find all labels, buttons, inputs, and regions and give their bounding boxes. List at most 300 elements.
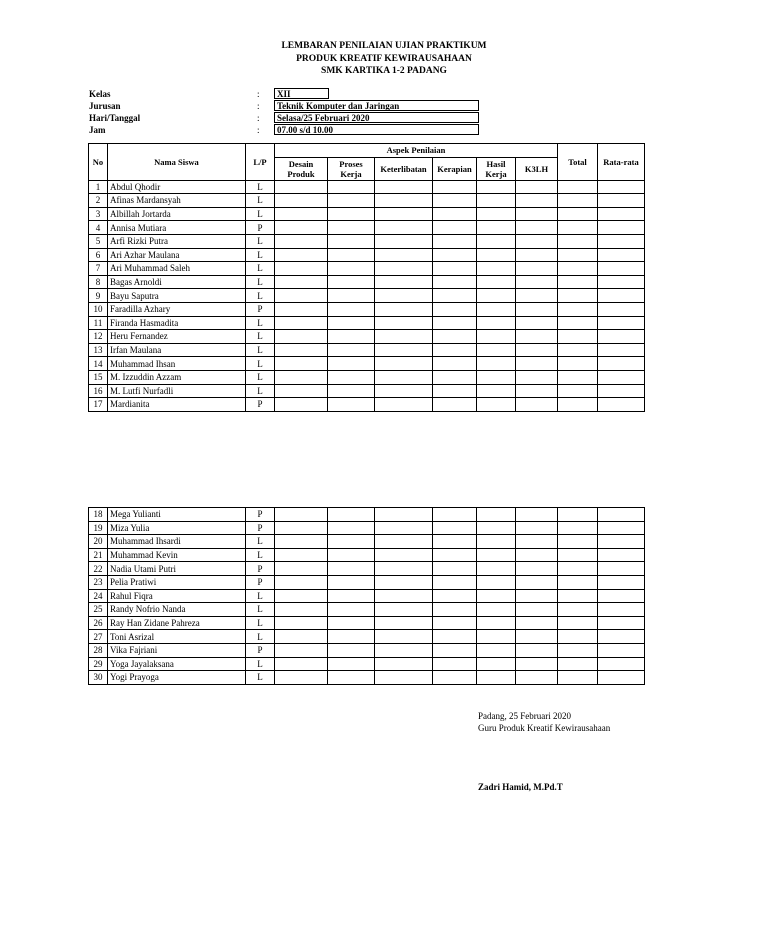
cell-keterlibatan[interactable]: [375, 616, 433, 630]
cell-hasil[interactable]: [477, 384, 516, 398]
cell-kerapian[interactable]: [433, 589, 477, 603]
cell-desain[interactable]: [275, 603, 328, 617]
cell-rata[interactable]: [598, 302, 645, 316]
cell-keterlibatan[interactable]: [375, 302, 433, 316]
cell-no: 16: [89, 384, 108, 398]
cell-hasil[interactable]: [477, 630, 516, 644]
cell-k3lh[interactable]: [516, 603, 558, 617]
cell-k3lh[interactable]: [516, 221, 558, 235]
cell-name: Heru Fernandez: [108, 330, 246, 344]
cell-keterlibatan[interactable]: [375, 289, 433, 303]
cell-proses[interactable]: [328, 248, 375, 262]
cell-k3lh[interactable]: [516, 330, 558, 344]
cell-no: 27: [89, 630, 108, 644]
cell-hasil[interactable]: [477, 194, 516, 208]
info-label: Jurusan: [89, 101, 121, 111]
cell-rata[interactable]: [598, 330, 645, 344]
cell-keterlibatan[interactable]: [375, 630, 433, 644]
table-row: [89, 671, 645, 685]
cell-keterlibatan[interactable]: [375, 508, 433, 522]
cell-k3lh[interactable]: [516, 521, 558, 535]
table-row: [89, 384, 645, 398]
col-header-no: No: [89, 144, 108, 181]
cell-k3lh[interactable]: [516, 207, 558, 221]
cell-keterlibatan[interactable]: [375, 575, 433, 589]
cell-k3lh[interactable]: [516, 643, 558, 657]
cell-k3lh[interactable]: [516, 616, 558, 630]
cell-proses[interactable]: [328, 589, 375, 603]
cell-total[interactable]: [558, 207, 598, 221]
cell-keterlibatan[interactable]: [375, 262, 433, 276]
cell-rata[interactable]: [598, 575, 645, 589]
cell-hasil[interactable]: [477, 248, 516, 262]
cell-rata[interactable]: [598, 535, 645, 549]
cell-proses[interactable]: [328, 535, 375, 549]
cell-keterlibatan[interactable]: [375, 343, 433, 357]
cell-desain[interactable]: [275, 289, 328, 303]
cell-rata[interactable]: [598, 384, 645, 398]
table-row: [89, 316, 645, 330]
cell-keterlibatan[interactable]: [375, 357, 433, 371]
cell-keterlibatan[interactable]: [375, 330, 433, 344]
cell-rata[interactable]: [598, 207, 645, 221]
cell-desain[interactable]: [275, 384, 328, 398]
cell-proses[interactable]: [328, 289, 375, 303]
cell-hasil[interactable]: [477, 657, 516, 671]
cell-rata[interactable]: [598, 275, 645, 289]
cell-rata[interactable]: [598, 657, 645, 671]
cell-total[interactable]: [558, 535, 598, 549]
cell-hasil[interactable]: [477, 548, 516, 562]
cell-lp: L: [246, 194, 275, 208]
cell-proses[interactable]: [328, 384, 375, 398]
cell-kerapian[interactable]: [433, 262, 477, 276]
cell-total[interactable]: [558, 603, 598, 617]
cell-hasil[interactable]: [477, 398, 516, 412]
cell-proses[interactable]: [328, 262, 375, 276]
cell-desain[interactable]: [275, 316, 328, 330]
cell-k3lh[interactable]: [516, 562, 558, 576]
cell-proses[interactable]: [328, 194, 375, 208]
cell-desain[interactable]: [275, 221, 328, 235]
cell-rata[interactable]: [598, 316, 645, 330]
cell-rata[interactable]: [598, 630, 645, 644]
cell-kerapian[interactable]: [433, 548, 477, 562]
cell-k3lh[interactable]: [516, 398, 558, 412]
cell-total[interactable]: [558, 562, 598, 576]
cell-lp: L: [246, 180, 275, 194]
cell-total[interactable]: [558, 330, 598, 344]
cell-kerapian[interactable]: [433, 630, 477, 644]
cell-total[interactable]: [558, 508, 598, 522]
cell-hasil[interactable]: [477, 357, 516, 371]
cell-kerapian[interactable]: [433, 562, 477, 576]
cell-no: 18: [89, 508, 108, 522]
table-row: [89, 248, 645, 262]
cell-k3lh[interactable]: [516, 275, 558, 289]
cell-hasil[interactable]: [477, 616, 516, 630]
cell-hasil[interactable]: [477, 603, 516, 617]
cell-rata[interactable]: [598, 234, 645, 248]
cell-keterlibatan[interactable]: [375, 370, 433, 384]
cell-desain[interactable]: [275, 262, 328, 276]
cell-proses[interactable]: [328, 316, 375, 330]
table-row: [89, 330, 645, 344]
cell-k3lh[interactable]: [516, 343, 558, 357]
cell-hasil[interactable]: [477, 521, 516, 535]
cell-rata[interactable]: [598, 357, 645, 371]
cell-proses[interactable]: [328, 575, 375, 589]
cell-total[interactable]: [558, 671, 598, 685]
cell-no: 13: [89, 343, 108, 357]
cell-proses[interactable]: [328, 643, 375, 657]
cell-desain[interactable]: [275, 357, 328, 371]
cell-desain[interactable]: [275, 234, 328, 248]
cell-lp: L: [246, 384, 275, 398]
cell-kerapian[interactable]: [433, 316, 477, 330]
col-header-nama: Nama Siswa: [108, 144, 246, 181]
cell-keterlibatan[interactable]: [375, 207, 433, 221]
cell-proses[interactable]: [328, 508, 375, 522]
cell-kerapian[interactable]: [433, 275, 477, 289]
cell-kerapian[interactable]: [433, 330, 477, 344]
cell-rata[interactable]: [598, 671, 645, 685]
cell-desain[interactable]: [275, 248, 328, 262]
cell-proses[interactable]: [328, 671, 375, 685]
cell-desain[interactable]: [275, 575, 328, 589]
cell-k3lh[interactable]: [516, 575, 558, 589]
cell-proses[interactable]: [328, 548, 375, 562]
cell-name: Bayu Saputra: [108, 289, 246, 303]
cell-k3lh[interactable]: [516, 370, 558, 384]
cell-kerapian[interactable]: [433, 384, 477, 398]
cell-hasil[interactable]: [477, 289, 516, 303]
cell-kerapian[interactable]: [433, 657, 477, 671]
cell-hasil[interactable]: [477, 508, 516, 522]
cell-total[interactable]: [558, 180, 598, 194]
cell-proses[interactable]: [328, 616, 375, 630]
cell-rata[interactable]: [598, 289, 645, 303]
cell-k3lh[interactable]: [516, 262, 558, 276]
cell-total[interactable]: [558, 370, 598, 384]
cell-keterlibatan[interactable]: [375, 234, 433, 248]
cell-name: Muhammad Ihsan: [108, 357, 246, 371]
signature-role: Guru Produk Kreatif Kewirausahaan: [478, 723, 611, 733]
cell-proses[interactable]: [328, 630, 375, 644]
cell-desain[interactable]: [275, 302, 328, 316]
cell-proses[interactable]: [328, 398, 375, 412]
cell-kerapian[interactable]: [433, 221, 477, 235]
cell-k3lh[interactable]: [516, 316, 558, 330]
cell-keterlibatan[interactable]: [375, 275, 433, 289]
cell-k3lh[interactable]: [516, 508, 558, 522]
info-value-hari-tanggal: Selasa/25 Februari 2020: [274, 112, 479, 123]
cell-kerapian[interactable]: [433, 234, 477, 248]
cell-desain[interactable]: [275, 180, 328, 194]
cell-total[interactable]: [558, 234, 598, 248]
grades-table-page-2: [88, 507, 645, 685]
cell-proses[interactable]: [328, 603, 375, 617]
cell-desain[interactable]: [275, 589, 328, 603]
cell-no: 22: [89, 562, 108, 576]
cell-k3lh[interactable]: [516, 535, 558, 549]
cell-rata[interactable]: [598, 562, 645, 576]
info-colon: :: [257, 101, 260, 111]
cell-desain[interactable]: [275, 616, 328, 630]
cell-kerapian[interactable]: [433, 603, 477, 617]
cell-kerapian[interactable]: [433, 521, 477, 535]
cell-proses[interactable]: [328, 370, 375, 384]
cell-k3lh[interactable]: [516, 248, 558, 262]
cell-k3lh[interactable]: [516, 194, 558, 208]
cell-desain[interactable]: [275, 330, 328, 344]
cell-hasil[interactable]: [477, 262, 516, 276]
cell-desain[interactable]: [275, 535, 328, 549]
cell-desain[interactable]: [275, 508, 328, 522]
cell-rata[interactable]: [598, 643, 645, 657]
cell-no: 25: [89, 603, 108, 617]
cell-rata[interactable]: [598, 248, 645, 262]
cell-desain[interactable]: [275, 671, 328, 685]
cell-rata[interactable]: [598, 343, 645, 357]
cell-total[interactable]: [558, 302, 598, 316]
cell-keterlibatan[interactable]: [375, 521, 433, 535]
cell-proses[interactable]: [328, 221, 375, 235]
cell-name: Rahul Fiqra: [108, 589, 246, 603]
cell-proses[interactable]: [328, 521, 375, 535]
cell-total[interactable]: [558, 657, 598, 671]
cell-no: 26: [89, 616, 108, 630]
cell-no: 30: [89, 671, 108, 685]
cell-desain[interactable]: [275, 643, 328, 657]
cell-proses[interactable]: [328, 234, 375, 248]
cell-keterlibatan[interactable]: [375, 221, 433, 235]
cell-total[interactable]: [558, 521, 598, 535]
cell-k3lh[interactable]: [516, 589, 558, 603]
cell-k3lh[interactable]: [516, 548, 558, 562]
cell-keterlibatan[interactable]: [375, 589, 433, 603]
cell-total[interactable]: [558, 398, 598, 412]
cell-proses[interactable]: [328, 275, 375, 289]
cell-desain[interactable]: [275, 562, 328, 576]
cell-desain[interactable]: [275, 657, 328, 671]
cell-no: 2: [89, 194, 108, 208]
cell-rata[interactable]: [598, 398, 645, 412]
cell-k3lh[interactable]: [516, 630, 558, 644]
table-row: [89, 616, 645, 630]
col-header-keterlibatan: Keterlibatan: [375, 157, 433, 180]
cell-keterlibatan[interactable]: [375, 548, 433, 562]
cell-proses[interactable]: [328, 562, 375, 576]
cell-rata[interactable]: [598, 508, 645, 522]
col-header-rata: Rata-rata: [598, 144, 645, 181]
cell-name: M. Lutfi Nurfadli: [108, 384, 246, 398]
cell-total[interactable]: [558, 262, 598, 276]
cell-name: Ari Azhar Maulana: [108, 248, 246, 262]
cell-kerapian[interactable]: [433, 535, 477, 549]
cell-no: 11: [89, 316, 108, 330]
document-title: [0, 40, 768, 78]
cell-total[interactable]: [558, 575, 598, 589]
cell-kerapian[interactable]: [433, 289, 477, 303]
cell-hasil[interactable]: [477, 330, 516, 344]
cell-total[interactable]: [558, 248, 598, 262]
cell-hasil[interactable]: [477, 643, 516, 657]
cell-desain[interactable]: [275, 370, 328, 384]
cell-total[interactable]: [558, 616, 598, 630]
table-row: [89, 343, 645, 357]
cell-total[interactable]: [558, 316, 598, 330]
cell-proses[interactable]: [328, 302, 375, 316]
cell-total[interactable]: [558, 357, 598, 371]
cell-keterlibatan[interactable]: [375, 194, 433, 208]
cell-keterlibatan[interactable]: [375, 603, 433, 617]
cell-keterlibatan[interactable]: [375, 180, 433, 194]
cell-kerapian[interactable]: [433, 671, 477, 685]
cell-hasil[interactable]: [477, 302, 516, 316]
cell-desain[interactable]: [275, 630, 328, 644]
cell-rata[interactable]: [598, 589, 645, 603]
cell-kerapian[interactable]: [433, 248, 477, 262]
cell-rata[interactable]: [598, 548, 645, 562]
cell-total[interactable]: [558, 643, 598, 657]
cell-hasil[interactable]: [477, 275, 516, 289]
cell-kerapian[interactable]: [433, 575, 477, 589]
table-row: [89, 589, 645, 603]
table-row: [89, 657, 645, 671]
cell-k3lh[interactable]: [516, 384, 558, 398]
cell-proses[interactable]: [328, 180, 375, 194]
cell-kerapian[interactable]: [433, 207, 477, 221]
cell-lp: L: [246, 275, 275, 289]
cell-hasil[interactable]: [477, 316, 516, 330]
cell-k3lh[interactable]: [516, 234, 558, 248]
info-colon: :: [257, 125, 260, 135]
cell-kerapian[interactable]: [433, 398, 477, 412]
cell-desain[interactable]: [275, 548, 328, 562]
cell-desain[interactable]: [275, 398, 328, 412]
cell-rata[interactable]: [598, 603, 645, 617]
cell-proses[interactable]: [328, 207, 375, 221]
cell-k3lh[interactable]: [516, 289, 558, 303]
cell-name: Ray Han Zidane Pahreza: [108, 616, 246, 630]
cell-kerapian[interactable]: [433, 194, 477, 208]
cell-kerapian[interactable]: [433, 357, 477, 371]
cell-name: Bagas Arnoldi: [108, 275, 246, 289]
info-colon: :: [257, 113, 260, 123]
cell-total[interactable]: [558, 194, 598, 208]
table-body-page-2: [89, 508, 645, 685]
cell-rata[interactable]: [598, 370, 645, 384]
cell-keterlibatan[interactable]: [375, 316, 433, 330]
cell-desain[interactable]: [275, 275, 328, 289]
cell-total[interactable]: [558, 289, 598, 303]
table-row: [89, 302, 645, 316]
cell-kerapian[interactable]: [433, 508, 477, 522]
cell-no: 20: [89, 535, 108, 549]
cell-no: 15: [89, 370, 108, 384]
cell-kerapian[interactable]: [433, 370, 477, 384]
cell-hasil[interactable]: [477, 370, 516, 384]
cell-hasil[interactable]: [477, 575, 516, 589]
cell-desain[interactable]: [275, 521, 328, 535]
cell-rata[interactable]: [598, 221, 645, 235]
cell-keterlibatan[interactable]: [375, 657, 433, 671]
col-header-total: Total: [558, 144, 598, 181]
cell-name: Toni Asrizal: [108, 630, 246, 644]
cell-no: 5: [89, 234, 108, 248]
signature-place-date: Padang, 25 Februari 2020: [478, 711, 571, 721]
cell-hasil[interactable]: [477, 221, 516, 235]
col-header-aspek: Aspek Penilaian: [275, 144, 558, 158]
cell-k3lh[interactable]: [516, 671, 558, 685]
cell-hasil[interactable]: [477, 535, 516, 549]
cell-hasil[interactable]: [477, 671, 516, 685]
cell-k3lh[interactable]: [516, 357, 558, 371]
cell-hasil[interactable]: [477, 343, 516, 357]
cell-total[interactable]: [558, 343, 598, 357]
cell-kerapian[interactable]: [433, 616, 477, 630]
cell-no: 23: [89, 575, 108, 589]
cell-keterlibatan[interactable]: [375, 384, 433, 398]
cell-keterlibatan[interactable]: [375, 398, 433, 412]
title-line-3: SMK KARTIKA 1-2 PADANG: [321, 66, 447, 76]
cell-total[interactable]: [558, 589, 598, 603]
cell-kerapian[interactable]: [433, 343, 477, 357]
cell-hasil[interactable]: [477, 207, 516, 221]
cell-kerapian[interactable]: [433, 180, 477, 194]
cell-hasil[interactable]: [477, 562, 516, 576]
cell-rata[interactable]: [598, 262, 645, 276]
cell-no: 4: [89, 221, 108, 235]
cell-kerapian[interactable]: [433, 643, 477, 657]
cell-desain[interactable]: [275, 343, 328, 357]
cell-kerapian[interactable]: [433, 302, 477, 316]
grades-table-page-1: [88, 143, 645, 412]
cell-keterlibatan[interactable]: [375, 248, 433, 262]
cell-keterlibatan[interactable]: [375, 535, 433, 549]
cell-rata[interactable]: [598, 194, 645, 208]
cell-rata[interactable]: [598, 521, 645, 535]
table-row: [89, 548, 645, 562]
cell-rata[interactable]: [598, 180, 645, 194]
cell-keterlibatan[interactable]: [375, 671, 433, 685]
cell-keterlibatan[interactable]: [375, 643, 433, 657]
cell-hasil[interactable]: [477, 234, 516, 248]
cell-desain[interactable]: [275, 194, 328, 208]
cell-k3lh[interactable]: [516, 302, 558, 316]
cell-total[interactable]: [558, 548, 598, 562]
cell-proses[interactable]: [328, 330, 375, 344]
cell-total[interactable]: [558, 384, 598, 398]
cell-total[interactable]: [558, 221, 598, 235]
cell-rata[interactable]: [598, 616, 645, 630]
cell-desain[interactable]: [275, 207, 328, 221]
table-row: [89, 234, 645, 248]
cell-total[interactable]: [558, 630, 598, 644]
cell-lp: L: [246, 671, 275, 685]
cell-proses[interactable]: [328, 657, 375, 671]
cell-total[interactable]: [558, 275, 598, 289]
cell-hasil[interactable]: [477, 180, 516, 194]
cell-proses[interactable]: [328, 357, 375, 371]
cell-k3lh[interactable]: [516, 657, 558, 671]
cell-keterlibatan[interactable]: [375, 562, 433, 576]
cell-proses[interactable]: [328, 343, 375, 357]
cell-k3lh[interactable]: [516, 180, 558, 194]
cell-hasil[interactable]: [477, 589, 516, 603]
cell-no: 7: [89, 262, 108, 276]
